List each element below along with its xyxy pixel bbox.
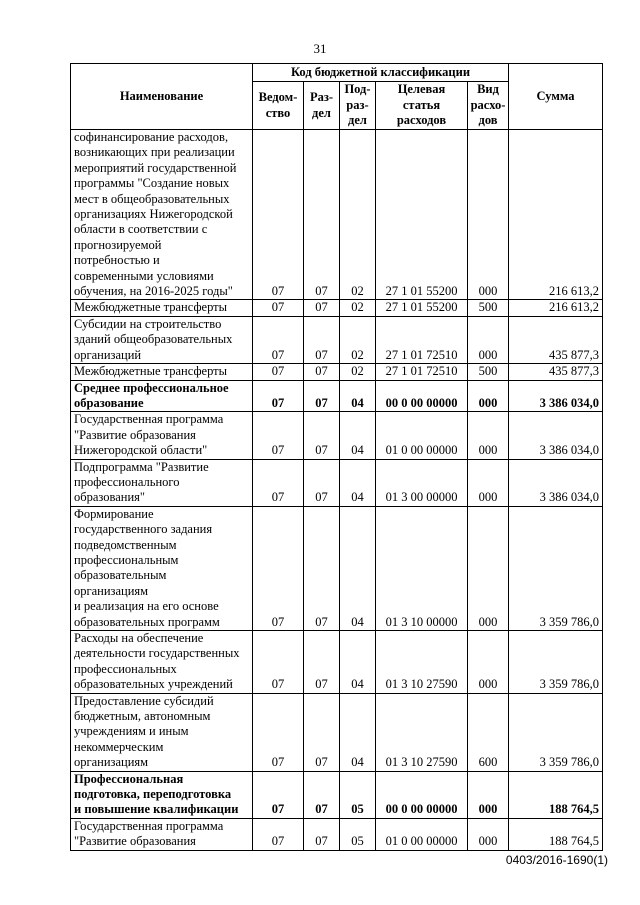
- row-name-cell: Профессиональная подготовка, переподготовка и повышение квалификации: [71, 771, 253, 818]
- row-vid-cell: 000: [468, 412, 509, 459]
- row-name-cell: Межбюджетные трансферты: [71, 364, 253, 380]
- row-sum-cell: 216 613,2: [509, 300, 603, 316]
- row-tselevaya-cell: 00 0 00 00000: [376, 380, 468, 412]
- row-vid-cell: 000: [468, 459, 509, 506]
- budget-table: [70, 63, 603, 851]
- table-row: [71, 459, 603, 506]
- row-razdel-cell: 07: [304, 506, 340, 630]
- row-name-cell: Субсидии на строительство зданий общеобразовательных организаций: [71, 316, 253, 363]
- row-sum-cell: 188 764,5: [509, 818, 603, 850]
- row-razdel-cell: 07: [304, 380, 340, 412]
- row-vedomstvo-cell: 07: [253, 300, 304, 316]
- document-code: 0403/2016-1690(1): [505, 853, 608, 867]
- header-razdel: Раз- дел: [304, 82, 340, 130]
- row-name-cell: Государственная программа "Развитие образования: [71, 818, 253, 850]
- row-razdel-cell: 07: [304, 771, 340, 818]
- row-tselevaya-cell: 00 0 00 00000: [376, 771, 468, 818]
- row-tselevaya-cell: 01 3 10 27590: [376, 631, 468, 694]
- row-podrazdel-cell: 02: [340, 300, 376, 316]
- table-row: [71, 380, 603, 412]
- row-sum-cell: 3 386 034,0: [509, 412, 603, 459]
- row-vedomstvo-cell: 07: [253, 364, 304, 380]
- row-razdel-cell: 07: [304, 818, 340, 850]
- header-podrazdel: Под- раз- дел: [340, 82, 376, 130]
- row-razdel-cell: 07: [304, 693, 340, 771]
- row-vid-cell: 000: [468, 130, 509, 300]
- table-row: [71, 631, 603, 694]
- table-row: [71, 316, 603, 363]
- row-sum-cell: 3 386 034,0: [509, 380, 603, 412]
- header-vedomstvo: Ведом- ство: [253, 82, 304, 130]
- row-vid-cell: 000: [468, 631, 509, 694]
- row-sum-cell: 435 877,3: [509, 364, 603, 380]
- row-tselevaya-cell: 01 3 10 00000: [376, 506, 468, 630]
- header-kbk: Код бюджетной классификации: [253, 64, 509, 82]
- header-vid: Вид расхо- дов: [468, 82, 509, 130]
- row-sum-cell: 3 359 786,0: [509, 693, 603, 771]
- row-vid-cell: 500: [468, 300, 509, 316]
- row-vedomstvo-cell: 07: [253, 412, 304, 459]
- row-razdel-cell: 07: [304, 631, 340, 694]
- row-podrazdel-cell: 02: [340, 364, 376, 380]
- page-number: 31: [313, 41, 327, 56]
- table-row: [71, 300, 603, 316]
- row-podrazdel-cell: 04: [340, 380, 376, 412]
- row-vedomstvo-cell: 07: [253, 459, 304, 506]
- row-podrazdel-cell: 04: [340, 693, 376, 771]
- row-tselevaya-cell: 27 1 01 72510: [376, 364, 468, 380]
- row-vid-cell: 000: [468, 818, 509, 850]
- row-tselevaya-cell: 27 1 01 55200: [376, 130, 468, 300]
- header-name: Наименование: [71, 64, 253, 130]
- row-podrazdel-cell: 04: [340, 506, 376, 630]
- row-vid-cell: 000: [468, 316, 509, 363]
- row-name-cell: Среднее профессиональное образование: [71, 380, 253, 412]
- header-sum: Сумма: [509, 64, 603, 130]
- row-name-cell: Формирование государственного задания подведомственным профессиональным образовательным организациям и реализация на его основе образовательных программ: [71, 506, 253, 630]
- row-vedomstvo-cell: 07: [253, 316, 304, 363]
- row-podrazdel-cell: 02: [340, 130, 376, 300]
- table-row: [71, 693, 603, 771]
- row-tselevaya-cell: 27 1 01 72510: [376, 316, 468, 363]
- row-sum-cell: 435 877,3: [509, 316, 603, 363]
- row-name-cell: Межбюджетные трансферты: [71, 300, 253, 316]
- row-vedomstvo-cell: 07: [253, 771, 304, 818]
- row-podrazdel-cell: 04: [340, 459, 376, 506]
- row-vedomstvo-cell: 07: [253, 631, 304, 694]
- row-razdel-cell: 07: [304, 459, 340, 506]
- row-razdel-cell: 07: [304, 130, 340, 300]
- row-podrazdel-cell: 05: [340, 771, 376, 818]
- row-tselevaya-cell: 01 3 00 00000: [376, 459, 468, 506]
- row-razdel-cell: 07: [304, 412, 340, 459]
- table-row: [71, 771, 603, 818]
- row-name-cell: Подпрограмма "Развитие профессионального образования": [71, 459, 253, 506]
- row-name-cell: Расходы на обеспечение деятельности государственных профессиональных образовательных учреждений: [71, 631, 253, 694]
- row-vid-cell: 000: [468, 506, 509, 630]
- row-razdel-cell: 07: [304, 316, 340, 363]
- table-row: [71, 506, 603, 630]
- table-row: [71, 818, 603, 850]
- row-vid-cell: 500: [468, 364, 509, 380]
- row-sum-cell: 3 359 786,0: [509, 631, 603, 694]
- row-podrazdel-cell: 05: [340, 818, 376, 850]
- row-sum-cell: 3 386 034,0: [509, 459, 603, 506]
- row-name-cell: софинансирование расходов, возникающих при реализации мероприятий государственной программы "Создание новых мест в общеобразовательных организациях Нижегородской области в соответствии с прогнозируемой потребностью и современными условиями обучения, на 2016-2025 годы": [71, 130, 253, 300]
- row-podrazdel-cell: 04: [340, 412, 376, 459]
- row-podrazdel-cell: 02: [340, 316, 376, 363]
- row-sum-cell: 216 613,2: [509, 130, 603, 300]
- table-row: [71, 130, 603, 300]
- row-vedomstvo-cell: 07: [253, 818, 304, 850]
- row-name-cell: Предоставление субсидий бюджетным, автономным учреждениям и иным некоммерческим организациям: [71, 693, 253, 771]
- row-razdel-cell: 07: [304, 300, 340, 316]
- row-tselevaya-cell: 01 3 10 27590: [376, 693, 468, 771]
- row-sum-cell: 3 359 786,0: [509, 506, 603, 630]
- row-vid-cell: 600: [468, 693, 509, 771]
- header-tselevaya: Целевая статья расходов: [376, 82, 468, 130]
- row-vedomstvo-cell: 07: [253, 506, 304, 630]
- row-vid-cell: 000: [468, 771, 509, 818]
- row-vid-cell: 000: [468, 380, 509, 412]
- row-vedomstvo-cell: 07: [253, 693, 304, 771]
- row-podrazdel-cell: 04: [340, 631, 376, 694]
- row-tselevaya-cell: 27 1 01 55200: [376, 300, 468, 316]
- row-name-cell: Государственная программа "Развитие образования Нижегородской области": [71, 412, 253, 459]
- row-tselevaya-cell: 01 0 00 00000: [376, 412, 468, 459]
- table-row: [71, 364, 603, 380]
- row-vedomstvo-cell: 07: [253, 380, 304, 412]
- table-row: [71, 412, 603, 459]
- row-razdel-cell: 07: [304, 364, 340, 380]
- row-vedomstvo-cell: 07: [253, 130, 304, 300]
- row-tselevaya-cell: 01 0 00 00000: [376, 818, 468, 850]
- row-sum-cell: 188 764,5: [509, 771, 603, 818]
